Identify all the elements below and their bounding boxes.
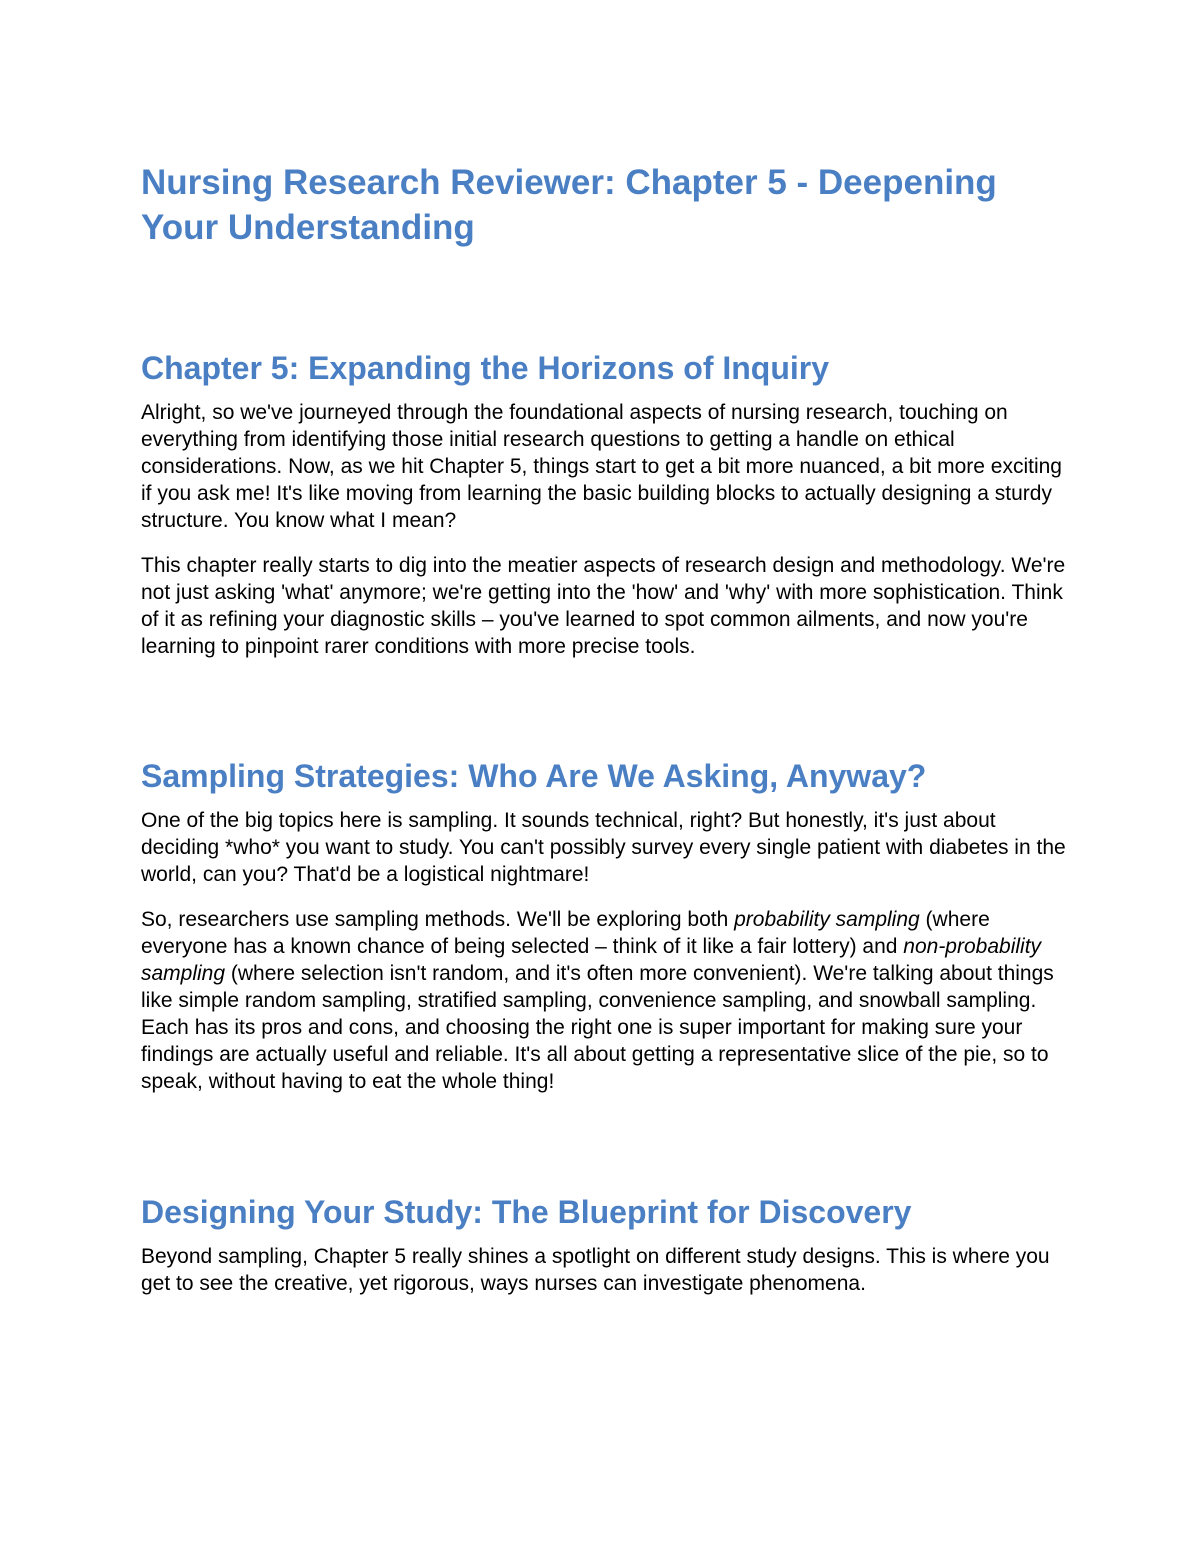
section-heading-sampling-strategies: Sampling Strategies: Who Are We Asking, Anyway? <box>141 758 927 794</box>
text-run: (where everyone has a known chance of being selected – think of it like a fair lottery) and <box>141 908 990 958</box>
body-paragraph: This chapter really starts to dig into the meatier aspects of research design and methodology. We're not just asking 'what' anymore; we're getting into the 'how' and 'why' with more sophistication. Think of it as refining your diagnostic skills – you've learned to spot common ailments, and now you're learning to pinpoint rarer conditions with more precise tools. <box>141 554 1066 658</box>
body-paragraph: Beyond sampling, Chapter 5 really shines a spotlight on different study designs. This is where you get to see the creative, yet rigorous, ways nurses can investigate phenomena. <box>141 1245 1050 1295</box>
document-title: Nursing Research Reviewer: Chapter 5 - Deepening Your Understanding <box>141 163 997 247</box>
emphasis-non-probability-sampling: non-probability sampling <box>141 935 1042 985</box>
section-heading-expanding-horizons: Chapter 5: Expanding the Horizons of Inquiry <box>141 350 830 386</box>
text-run: (where selection isn't random, and it's often more convenient). We're talking about things like simple random sampling, stratified sampling, convenience sampling, and snowball sampling. Each has its pros and cons, and choosing the right one is super important for making sure your findings are actually useful and reliable. It's all about getting a representative slice of the pie, so to speak, without having to eat the whole thing! <box>141 962 1054 1093</box>
body-paragraph-sampling-methods <box>141 906 1071 1095</box>
emphasis-probability-sampling: probability sampling <box>734 908 920 931</box>
body-paragraph: Alright, so we've journeyed through the foundational aspects of nursing research, touching on everything from identifying those initial research questions to getting a handle on ethical considerations. Now, as we hit Chapter 5, things start to get a bit more nuanced, a bit more exciting if you ask me! It's like moving from learning the basic building blocks to actually designing a sturdy structure. You know what I mean? <box>141 401 1062 532</box>
body-paragraph: One of the big topics here is sampling. It sounds technical, right? But honestly, it's just about deciding *who* you want to study. You can't possibly survey every single patient with diabetes in the world, can you? That'd be a logistical nightmare! <box>141 809 1066 886</box>
document-page <box>141 160 1071 1297</box>
text-run: So, researchers use sampling methods. We'll be exploring both <box>141 908 735 931</box>
section-heading-designing-your-study: Designing Your Study: The Blueprint for Discovery <box>141 1194 912 1230</box>
